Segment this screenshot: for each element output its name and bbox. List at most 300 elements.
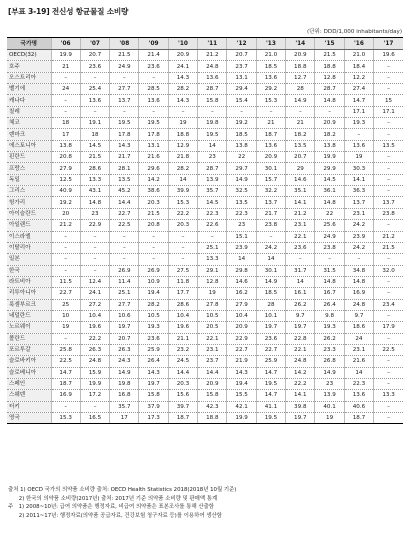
value-cell: – (374, 356, 403, 367)
value-cell: – (286, 254, 315, 265)
value-cell: 22.1 (286, 344, 315, 355)
value-cell: – (374, 61, 403, 72)
column-header-year: '12 (227, 38, 256, 50)
value-cell: 24 (51, 84, 80, 95)
value-cell: 22.7 (256, 344, 285, 355)
value-cell: 14 (198, 140, 227, 151)
value-cell: 13.3 (374, 390, 403, 401)
value-cell: 24.8 (198, 61, 227, 72)
value-cell: 14.7 (256, 367, 285, 378)
value-cell: 19.7 (139, 378, 168, 389)
value-cell: 23.9 (227, 242, 256, 253)
value-cell: 24.5 (168, 356, 197, 367)
value-cell: 27.9 (227, 299, 256, 310)
value-cell: 29.7 (227, 163, 256, 174)
table-row (7, 265, 403, 276)
value-cell: 16.7 (315, 288, 344, 299)
value-cell: – (198, 106, 227, 117)
country-name-cell: 핀란드 (7, 152, 51, 163)
table-row (7, 118, 403, 129)
value-cell: 26.2 (315, 333, 344, 344)
value-cell: 22.2 (168, 208, 197, 219)
value-cell: 20.9 (315, 118, 344, 129)
column-header-year: '06 (51, 38, 80, 50)
value-cell: 28.1 (110, 163, 139, 174)
value-cell: 18.2 (315, 129, 344, 140)
value-cell: 15.6 (168, 390, 197, 401)
value-cell: – (344, 129, 373, 140)
antibiotic-consumption-table (7, 38, 403, 424)
value-cell: 13.3 (80, 174, 109, 185)
value-cell: 20.5 (198, 322, 227, 333)
value-cell: 13.6 (198, 72, 227, 83)
value-cell: 28 (256, 299, 285, 310)
value-cell: 17.8 (139, 129, 168, 140)
value-cell: 17.1 (374, 106, 403, 117)
table-row (7, 413, 403, 424)
value-cell: 20.8 (51, 152, 80, 163)
value-cell: 12.8 (198, 276, 227, 287)
value-cell: 19.3 (315, 322, 344, 333)
value-cell: 14.8 (315, 276, 344, 287)
table-row (7, 174, 403, 185)
value-cell: 14.3 (110, 140, 139, 151)
value-cell: 29.9 (315, 163, 344, 174)
value-cell: 17.9 (374, 322, 403, 333)
value-cell: 20.7 (227, 50, 256, 61)
value-cell: 18.2 (286, 129, 315, 140)
value-cell: 13.5 (110, 174, 139, 185)
value-cell: – (110, 254, 139, 265)
value-cell: 21.2 (198, 50, 227, 61)
value-cell: 22.7 (51, 288, 80, 299)
value-cell: 42.1 (227, 401, 256, 412)
table-row (7, 242, 403, 253)
value-cell: – (374, 254, 403, 265)
value-cell: 18.7 (168, 413, 197, 424)
footnote-line: 출처 1) OECD 국가의 의약품 소비량 출처: OECD Health Statistics 2018(2018년 10월 기준) (8, 487, 237, 493)
value-cell: 10.4 (80, 310, 109, 321)
value-cell: 15.1 (227, 231, 256, 242)
value-cell: 19.9 (51, 50, 80, 61)
table-row (7, 220, 403, 231)
value-cell: 23.7 (198, 356, 227, 367)
table-row (7, 84, 403, 95)
value-cell: 21 (51, 61, 80, 72)
value-cell: 19.3 (139, 322, 168, 333)
value-cell: 10.6 (110, 310, 139, 321)
table-row (7, 152, 403, 163)
value-cell: 21.5 (315, 50, 344, 61)
value-cell: 19.6 (374, 50, 403, 61)
value-cell: 12.4 (80, 276, 109, 287)
value-cell: – (139, 231, 168, 242)
value-cell: 21.2 (51, 220, 80, 231)
country-name-cell: 이스라엘 (7, 231, 51, 242)
value-cell: – (51, 72, 80, 83)
country-name-cell: 룩셈부르크 (7, 299, 51, 310)
value-cell: – (51, 265, 80, 276)
value-cell: – (374, 163, 403, 174)
value-cell: 21.6 (344, 356, 373, 367)
value-cell: 14.1 (344, 174, 373, 185)
value-cell: 27.7 (110, 299, 139, 310)
value-cell: 21.0 (344, 50, 373, 61)
value-cell: – (374, 84, 403, 95)
value-cell: 21.8 (168, 152, 197, 163)
value-cell: 32.5 (227, 186, 256, 197)
value-cell: – (168, 254, 197, 265)
value-cell: – (374, 118, 403, 129)
value-cell: 10.5 (139, 310, 168, 321)
value-cell: 14.1 (286, 390, 315, 401)
value-cell: 25 (51, 299, 80, 310)
value-cell: 16.2 (227, 288, 256, 299)
country-name-cell: 에스토니아 (7, 140, 51, 151)
value-cell: 19 (168, 118, 197, 129)
value-cell: 14.5 (198, 197, 227, 208)
value-cell: 19.7 (286, 322, 315, 333)
country-name-cell: 캐나다 (7, 95, 51, 106)
value-cell: 10.4 (168, 310, 197, 321)
value-cell: 13.6 (344, 140, 373, 151)
value-cell: 22.2 (80, 333, 109, 344)
value-cell: 40.6 (344, 401, 373, 412)
country-name-cell: 폴란드 (7, 333, 51, 344)
value-cell: 21.7 (110, 152, 139, 163)
value-cell: 18.7 (256, 129, 285, 140)
value-cell: – (374, 333, 403, 344)
table-row (7, 61, 403, 72)
value-cell: 21.7 (256, 208, 285, 219)
value-cell: 23.2 (168, 344, 197, 355)
value-cell: 23.4 (374, 299, 403, 310)
value-cell: 19.5 (256, 413, 285, 424)
value-cell: 30.1 (256, 163, 285, 174)
value-cell: 28.2 (168, 84, 197, 95)
value-cell: 22.9 (80, 220, 109, 231)
value-cell: 14.2 (139, 174, 168, 185)
value-cell: 32.2 (256, 186, 285, 197)
value-cell: 14.9 (315, 367, 344, 378)
value-cell: 28.7 (315, 84, 344, 95)
value-cell: 14.7 (344, 95, 373, 106)
value-cell: 24.8 (80, 356, 109, 367)
value-cell: 14.8 (344, 276, 373, 287)
country-name-cell: 노르웨이 (7, 322, 51, 333)
value-cell: 15.7 (256, 174, 285, 185)
value-cell: 25.8 (51, 344, 80, 355)
value-cell: 19 (315, 413, 344, 424)
value-cell: 14.4 (168, 367, 197, 378)
value-cell: 13.6 (256, 140, 285, 151)
column-header-year: '07 (80, 38, 109, 50)
value-cell: 12.9 (168, 140, 197, 151)
value-cell: 21 (256, 118, 285, 129)
value-cell: 18.8 (168, 129, 197, 140)
value-cell: 9.7 (344, 310, 373, 321)
value-cell: 11.4 (110, 276, 139, 287)
footnote-line: 2) 한국의 의약품 소비량(2017년) 출처: 2017년 기준 의약품 소비량 및 판매액 통계 (8, 495, 218, 502)
value-cell: 26.2 (286, 299, 315, 310)
value-cell: – (168, 242, 197, 253)
column-header-year: '16 (344, 38, 373, 50)
table-row (7, 322, 403, 333)
value-cell: 17.7 (168, 288, 197, 299)
value-cell: 23.8 (315, 242, 344, 253)
value-cell: 24.1 (168, 61, 197, 72)
value-cell: 37.9 (139, 401, 168, 412)
value-cell: – (51, 231, 80, 242)
table-row (7, 276, 403, 287)
country-name-cell: 호주 (7, 61, 51, 72)
value-cell: 13.6 (139, 95, 168, 106)
value-cell: 28.7 (198, 163, 227, 174)
value-cell: 23 (315, 378, 344, 389)
value-cell: – (80, 401, 109, 412)
value-cell: 14 (168, 174, 197, 185)
value-cell: 18.5 (227, 129, 256, 140)
column-header-year: '15 (315, 38, 344, 50)
value-cell: 19 (51, 322, 80, 333)
value-cell: 14.7 (256, 390, 285, 401)
value-cell: 20.9 (168, 50, 197, 61)
value-cell: – (374, 186, 403, 197)
value-cell: 22 (227, 152, 256, 163)
value-cell: 13.7 (374, 197, 403, 208)
column-header-year: '14 (286, 38, 315, 50)
unit-label: (단위: DDD/1,000 inhabitants/day) (306, 29, 402, 35)
value-cell: 13.7 (344, 197, 373, 208)
value-cell: 30.3 (344, 163, 373, 174)
value-cell: 23.1 (198, 344, 227, 355)
value-cell: 29.1 (198, 265, 227, 276)
value-cell: 23 (227, 220, 256, 231)
value-cell: 10.4 (227, 310, 256, 321)
value-cell: 14.8 (315, 197, 344, 208)
table-row (7, 50, 403, 61)
value-cell: 24.9 (110, 61, 139, 72)
value-cell: 32.0 (374, 265, 403, 276)
value-cell: – (168, 231, 197, 242)
value-cell: 19.2 (51, 197, 80, 208)
value-cell: 14.1 (286, 197, 315, 208)
value-cell: 12.2 (344, 72, 373, 83)
country-name-cell: 터키 (7, 401, 51, 412)
value-cell: 25.1 (198, 242, 227, 253)
value-cell: 22.7 (110, 208, 139, 219)
value-cell: 17 (110, 413, 139, 424)
value-cell: 25.9 (256, 356, 285, 367)
value-cell: – (80, 231, 109, 242)
value-cell: 26.4 (315, 299, 344, 310)
value-cell: 29.4 (227, 84, 256, 95)
value-cell: 16.9 (344, 288, 373, 299)
value-cell: 39.8 (286, 401, 315, 412)
value-cell: 15.3 (51, 413, 80, 424)
value-cell: 19 (344, 152, 373, 163)
value-cell: 20.7 (286, 152, 315, 163)
value-cell: 24.2 (344, 242, 373, 253)
table-row (7, 401, 403, 412)
value-cell: 23.9 (344, 231, 373, 242)
value-cell: 28.2 (168, 163, 197, 174)
value-cell: 26.3 (110, 344, 139, 355)
value-cell: 26.3 (80, 344, 109, 355)
value-cell: – (374, 310, 403, 321)
value-cell: 14.3 (168, 72, 197, 83)
value-cell: 13.3 (198, 254, 227, 265)
value-cell: 40.1 (315, 401, 344, 412)
footnote-line: 주 1) 2008~10년: 급여 의약품은 행정자료, 비급여 의약품은 표본조사를 통해 산출함 (8, 504, 214, 511)
value-cell: 19.9 (80, 378, 109, 389)
value-cell: 27.8 (198, 299, 227, 310)
value-cell: 18.5 (256, 288, 285, 299)
value-cell: 21.5 (80, 152, 109, 163)
value-cell: 23.3 (315, 344, 344, 355)
country-name-cell: 슬로베니아 (7, 367, 51, 378)
value-cell: 13.9 (198, 174, 227, 185)
value-cell: 19.8 (110, 378, 139, 389)
value-cell: – (110, 231, 139, 242)
value-cell: 27.4 (344, 84, 373, 95)
value-cell: – (110, 242, 139, 253)
value-cell: 12.8 (315, 72, 344, 83)
value-cell: 22.8 (286, 333, 315, 344)
value-cell: – (344, 254, 373, 265)
value-cell: – (374, 367, 403, 378)
value-cell: 29.6 (139, 163, 168, 174)
value-cell: 35.7 (110, 401, 139, 412)
value-cell: 19.5 (110, 118, 139, 129)
country-name-cell: 벨기에 (7, 84, 51, 95)
value-cell: 17.8 (110, 129, 139, 140)
table-row (7, 378, 403, 389)
value-cell: 23 (80, 208, 109, 219)
footnote-line: 2) 2011~17년: 행정자료(의약품 공급자료, 건강보험 청구자료 등)를 이용하여 생산함 (8, 512, 222, 519)
value-cell: 18.8 (198, 413, 227, 424)
table-row (7, 367, 403, 378)
value-cell: 13.8 (315, 140, 344, 151)
value-cell: 24.8 (344, 299, 373, 310)
value-cell: 22.3 (344, 378, 373, 389)
table-row (7, 163, 403, 174)
value-cell: – (286, 106, 315, 117)
value-cell: 23 (198, 152, 227, 163)
value-cell: 19.5 (256, 378, 285, 389)
country-name-cell: 덴마크 (7, 129, 51, 140)
value-cell: 13.1 (227, 72, 256, 83)
column-header-year: '09 (139, 38, 168, 50)
value-cell: 13.6 (256, 72, 285, 83)
value-cell: 20.3 (168, 378, 197, 389)
table-row (7, 106, 403, 117)
value-cell: 15.5 (227, 390, 256, 401)
value-cell: – (139, 254, 168, 265)
value-cell: – (374, 129, 403, 140)
value-cell: 20.7 (80, 50, 109, 61)
value-cell: – (80, 242, 109, 253)
value-cell: 13.5 (286, 140, 315, 151)
value-cell: – (168, 106, 197, 117)
value-cell: – (110, 72, 139, 83)
value-cell: – (80, 265, 109, 276)
value-cell: 14 (344, 367, 373, 378)
value-cell: 20.9 (227, 322, 256, 333)
value-cell: 13.6 (80, 95, 109, 106)
table-row (7, 197, 403, 208)
value-cell: 23.6 (139, 333, 168, 344)
value-cell: 20.3 (168, 220, 197, 231)
value-cell: 24 (344, 333, 373, 344)
value-cell: 14.5 (80, 140, 109, 151)
table-row (7, 72, 403, 83)
column-header-year: '08 (110, 38, 139, 50)
value-cell: 35.1 (286, 186, 315, 197)
country-name-cell: 아이슬란드 (7, 208, 51, 219)
value-cell: – (374, 152, 403, 163)
value-cell: 34.8 (344, 265, 373, 276)
value-cell: 10.5 (198, 310, 227, 321)
country-name-cell: 이탈리아 (7, 242, 51, 253)
value-cell: 15.8 (198, 95, 227, 106)
value-cell: – (51, 95, 80, 106)
value-cell: 19.7 (110, 322, 139, 333)
value-cell: 29 (286, 163, 315, 174)
country-name-cell: 칠레 (7, 106, 51, 117)
value-cell: 18.8 (286, 61, 315, 72)
value-cell: 14.9 (227, 174, 256, 185)
column-header-year: '13 (256, 38, 285, 50)
value-cell: 30.1 (256, 265, 285, 276)
value-cell: 25.4 (80, 84, 109, 95)
country-name-cell: 포르투갈 (7, 344, 51, 355)
value-cell: 18.5 (256, 61, 285, 72)
value-cell: 14.5 (315, 174, 344, 185)
value-cell: 23.6 (139, 61, 168, 72)
value-cell: 25.6 (315, 220, 344, 231)
value-cell: 10.9 (139, 276, 168, 287)
country-name-cell: 헝가리 (7, 197, 51, 208)
value-cell: 35.7 (198, 186, 227, 197)
value-cell: – (374, 72, 403, 83)
value-cell: 19.4 (139, 288, 168, 299)
value-cell: 14.4 (110, 197, 139, 208)
country-name-cell: OECD(32) (7, 50, 51, 61)
value-cell: 21.5 (139, 208, 168, 219)
value-cell: 21.0 (256, 50, 285, 61)
table-row (7, 254, 403, 265)
table-row (7, 186, 403, 197)
value-cell: – (51, 106, 80, 117)
value-cell: 14.9 (256, 276, 285, 287)
header-row (7, 38, 403, 50)
value-cell: – (198, 231, 227, 242)
value-cell: 21.1 (168, 333, 197, 344)
value-cell: 18 (51, 118, 80, 129)
value-cell: 24.3 (110, 356, 139, 367)
value-cell: 14.3 (227, 367, 256, 378)
table-title: [부표 3-19] 전신성 항균물질 소비량 (8, 7, 129, 16)
value-cell: 19.9 (315, 152, 344, 163)
country-name-cell: 오스트리아 (7, 72, 51, 83)
country-name-cell: 일본 (7, 254, 51, 265)
table-row (7, 390, 403, 401)
value-cell: 15.3 (256, 95, 285, 106)
value-cell: 20.9 (198, 378, 227, 389)
value-cell: 19.4 (227, 378, 256, 389)
value-cell: 18.7 (344, 413, 373, 424)
